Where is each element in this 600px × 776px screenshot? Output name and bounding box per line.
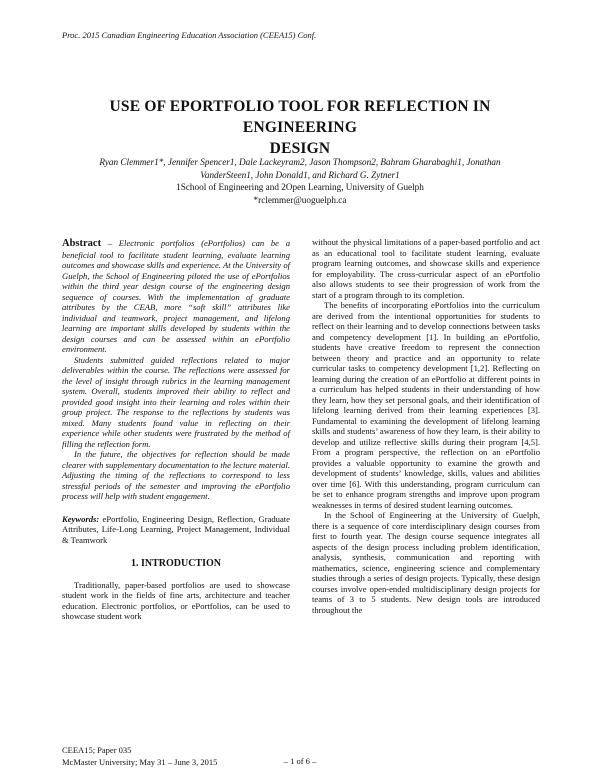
keywords — [62, 514, 290, 546]
intro-paragraph-1: Traditionally, paper-based portfolios are used to showcase student work in the fields of fine arts, architecture and teacher education. Electronic portfolios, or ePortfolios, can be used to showcase student work — [62, 579, 290, 621]
keywords-heading: Keywords: — [62, 513, 100, 524]
left-column — [62, 238, 290, 622]
abstract-paragraph-3: In the future, the objectives for reflection should be made clearer with supplementary documentation to the lecture material. Adjusting the timing of the reflections to correspond to less stressful periods of the semester and improving the ePortfolio process will help with student engagement. — [62, 449, 291, 501]
abstract-text-1: – Electronic portfolios (ePortfolios) can be a beneficial tool to facilitate student learning, evaluate learning outcomes and showcase skills and experience. At the University of Guelph, the School of Engineering piloted the use of ePortfolios within the third year design course of the engineering design sequence of courses. With the implementation of graduate attributes by the CEAB, more “soft skill” attributes like individual and teamwork, project management, and lifelong learning are important skills developed by students within the design courses and can be assessed within an ePortfolio environment. — [62, 238, 291, 354]
section-heading-introduction: 1. INTRODUCTION — [130, 558, 221, 569]
corresponding-email: *rclemmer@uoguelph.ca — [253, 195, 347, 205]
abstract-heading: Abstract — [62, 238, 102, 249]
paper-title — [60, 96, 540, 159]
affiliation: 1School of Engineering and 2Open Learning, University of Guelph — [176, 182, 424, 192]
author-list — [60, 156, 540, 181]
abstract-paragraph-2: Students submitted guided reflections related to major deliverables within the course. The reflections were assessed for the level of insight through rubrics in the learning management system. Overall, students improved their ability to reflect and provided good insight into their learning and roles within their group project. The response to the reflections by students was mixed. Many students found value in reflecting on their experience while other students were frustrated by the method of filling the reflection form. — [62, 354, 290, 449]
title-line-1: USE OF EPORTFOLIO TOOL FOR REFLECTION IN ENGINEERING — [109, 98, 491, 136]
intro-paragraph-1-continued: without the physical limitations of a paper-based portfolio and act as an educational tool to facilitate student learning, evaluate program learning outcomes, and showcase skills and experience for employability. The cross-curricular aspect of an ePortfolio also allows students to see their progression of work from the start of a program through to its completion. — [312, 237, 540, 300]
footer-paper-id: CEEA15; Paper 035 — [62, 745, 132, 755]
keywords-text: ePortfolio, Engineering Design, Reflection, Graduate Attributes, Life-Long Learning, Project Management, Individual & Teamwork — [62, 513, 290, 545]
running-head: Proc. 2015 Canadian Engineering Education Association (CEEA15) Conf. — [62, 30, 317, 40]
intro-paragraph-2: The benefits of incorporating ePortfolios into the curriculum are derived from the intentional opportunities for students to reflect on their learning and to develop connections between tasks and competency development [1]. In building an ePortfolio, students have creative freedom to represent the connection between theory and practice and an opportunity to relate curricular tasks to competency development [1,2]. Reflecting on learning during the creation of an ePortfolio at different points in a curriculum has helped students in their understanding of how they learn, how they set personal goals, and their identification of lifelong learning derived from their learning experiences [3]. Fundamental to examining the development of lifelong learning skills and students’ awareness of how they learn, is their ability to develop and utilize reflective skills during their program [4,5]. From a program perspective, the reflection on an ePortfolio provides a valuable opportunity to examine the growth and development of students’ knowledge, skills, values and abilities over time [6]. With this understanding, program curriculum can be set to enhance program strengths and improve upon program weaknesses in terms of desired student learning outcomes. — [312, 300, 540, 510]
author-line-1: Ryan Clemmer1*, Jennifer Spencer1, Dale Lackeyram2, Jason Thompson2, Bahram Gharabaghi1, Jonathan — [99, 157, 501, 167]
right-column — [312, 237, 540, 615]
page-number: – 1 of 6 – — [283, 756, 317, 766]
title-line-2: DESIGN — [269, 140, 331, 157]
author-line-2: VanderSteen1, John Donald1, and Richard G. Zytner1 — [200, 169, 400, 180]
footer-venue: McMaster University; May 31 – June 3, 2015 — [62, 757, 218, 767]
abstract-paragraph-1 — [62, 238, 290, 355]
intro-paragraph-3: In the School of Engineering at the University of Guelph, there is a sequence of core interdisciplinary design courses from first to fourth year. The design course sequence integrates all aspects of the design process including problem identification, analysis, synthesis, communication and reporting with mathematics, science, engineering science and complementary studies through a series of design projects. Typically, these design courses involve open-ended multidisciplinary design projects for teams of 3 to 5 students. New design tools are introduced throughout the — [312, 510, 540, 615]
